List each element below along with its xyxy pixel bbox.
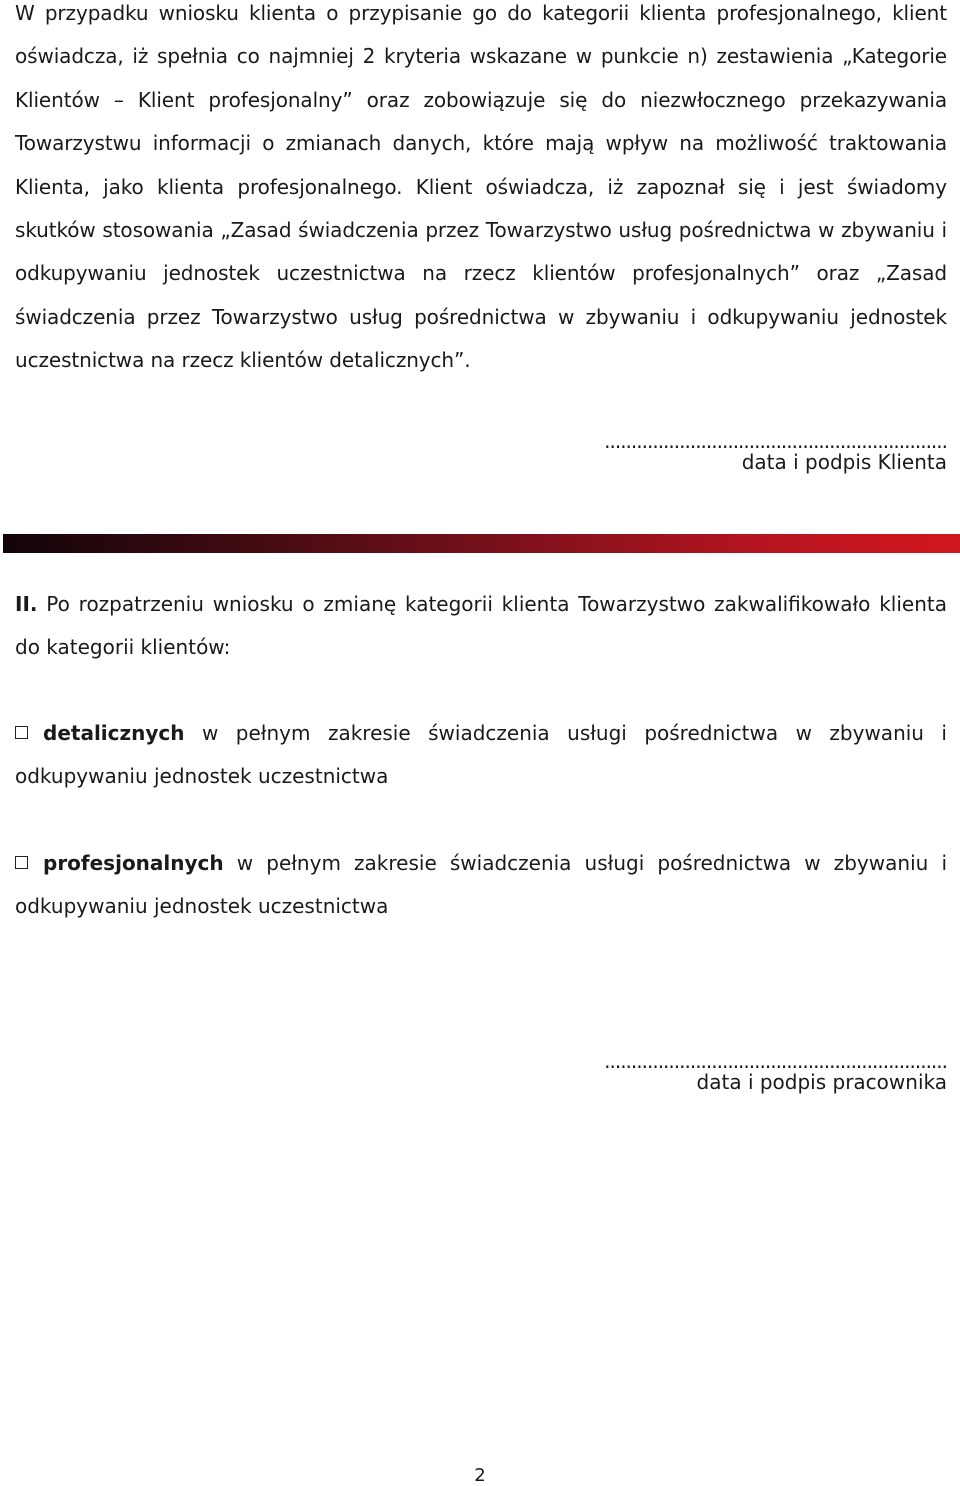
option-professional-text: w pełnym zakresie świadczenia usługi pośrednictwa w zbywaniu i odkupywaniu jednostek uczestnictwa	[15, 851, 947, 919]
checkbox-retail[interactable]	[15, 726, 28, 739]
employee-signature-label: data i podpis pracownika	[696, 1070, 947, 1094]
option-retail-label: detalicznych	[43, 721, 185, 745]
client-signature-line: ................................................................	[604, 436, 947, 448]
qualification-paragraph	[15, 583, 947, 670]
checkbox-professional[interactable]	[15, 856, 28, 869]
page-number: 2	[474, 1465, 486, 1486]
option-professional	[15, 842, 947, 929]
option-retail	[15, 712, 947, 799]
qualification-intro: Po rozpatrzeniu wniosku o zmianę kategorii klienta Towarzystwo zakwalifikowało klienta do kategorii klientów:	[15, 592, 947, 660]
employee-signature-line: ................................................................	[604, 1056, 947, 1068]
section-number: II.	[15, 592, 38, 616]
client-signature-block	[604, 436, 947, 476]
client-declaration-paragraph: W przypadku wniosku klienta o przypisanie go do kategorii klienta profesjonalnego, klient oświadcza, iż spełnia co najmniej 2 kryteria wskazane w punkcie n) zestawienia „Kategorie Klientów – Klient profesjonalny” oraz zobowiązuje się do niezwłocznego przekazywania Towarzystwu informacji o zmianach danych, które mają wpływ na możliwość traktowania Klienta, jako klienta profesjonalnego. Klient oświadcza, iż zapoznał się i jest świadomy skutków stosowania „Zasad świadczenia przez Towarzystwo usług pośrednictwa w zbywaniu i odkupywaniu jednostek uczestnictwa na rzecz klientów profesjonalnych” oraz „Zasad świadczenia przez Towarzystwo usług pośrednictwa w zbywaniu i odkupywaniu jednostek uczestnictwa na rzecz klientów detalicznych”.	[15, 1, 947, 373]
employee-signature-block	[604, 1056, 947, 1096]
option-retail-text: w pełnym zakresie świadczenia usługi pośrednictwa w zbywaniu i odkupywaniu jednostek uczestnictwa	[15, 721, 947, 789]
client-signature-label: data i podpis Klienta	[741, 450, 947, 474]
option-professional-label: profesjonalnych	[43, 851, 224, 875]
section-divider-bar	[3, 534, 960, 553]
